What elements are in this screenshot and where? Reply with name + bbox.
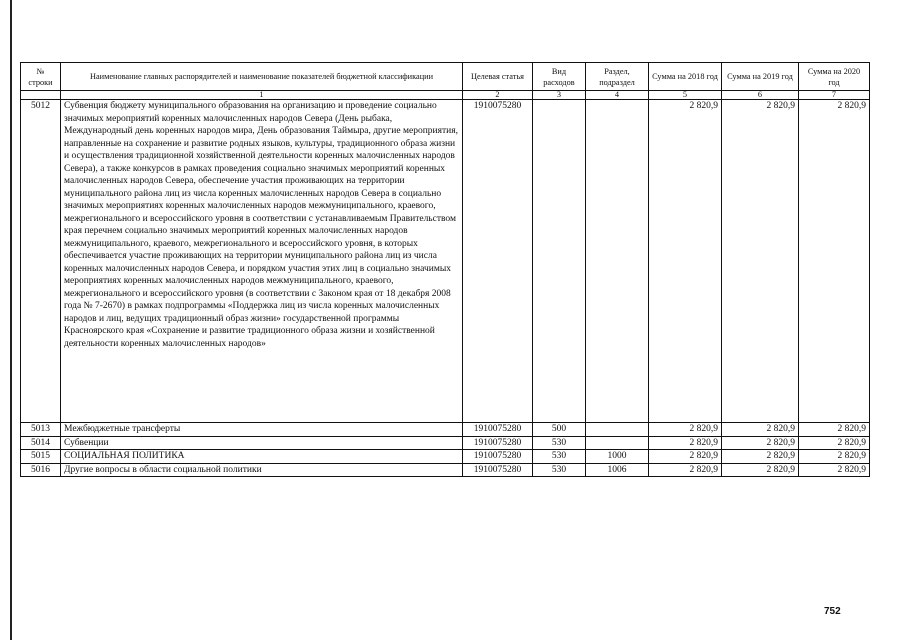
- budget-table: [20, 62, 870, 477]
- row-sum-2018: 2 820,9: [649, 436, 722, 450]
- row-number: 5015: [21, 450, 61, 464]
- row-expense-type: 530: [533, 450, 586, 464]
- row-sum-2019: 2 820,9: [722, 450, 799, 464]
- header-sum-2020: Сумма на 2020 год: [799, 63, 870, 91]
- header-expense-type: Вид расходов: [533, 63, 586, 91]
- row-number: 5014: [21, 436, 61, 450]
- column-number: 6: [722, 91, 799, 100]
- row-target: 1910075280: [463, 423, 533, 437]
- table-row: [21, 423, 870, 437]
- row-name: Субвенция бюджету муниципального образования на организацию и проведение социально значимых мероприятий коренных малочисленных народов Севера (День рыбака, Международный день коренных народов мира, День образования Таймыра, другие мероприятия, направленные на сохранение и развитие родных языков, культуры, традиционного образа жизни и осуществления традиционной хозяйственной деятельности коренных малочисленных народов Севера), а также конкурсов в рамках проведения социально значимых мероприятий коренных малочисленных народов Севера, обеспечение участия проживающих на территории муниципального района лиц из числа коренных малочисленных народов Севера в социально значимых мероприятиях коренных малочисленных народов межмуниципального, краевого, межрегионального и всероссийского уровня в соответствии с устанавливаемым Правительством края перечнем социально значимых мероприятий коренных малочисленных народов межмуниципального, краевого, межрегионального и всероссийского уровня, в которых обеспечивается участие проживающих на территории муниципального района лиц из числа коренных малочисленных народов Севера, и порядком участия этих лиц в социально значимых мероприятиях коренных малочисленных народов межмуниципального, краевого, межрегионального и всероссийского уровня (в соответствии с Законом края от 18 декабря 2008 года № 7-2670) в рамках подпрограммы «Поддержка лиц из числа коренных малочисленных народов и лиц, ведущих традиционный образ жизни» государственной программы Красноярского края «Сохранение и развитие традиционного образа жизни и хозяйственной деятельности коренных малочисленных народов»: [61, 100, 463, 423]
- row-sum-2020: 2 820,9: [799, 463, 870, 477]
- column-number: 4: [586, 91, 649, 100]
- row-expense-type: 530: [533, 463, 586, 477]
- header-target: Целевая статья: [463, 63, 533, 91]
- table-row: [21, 100, 870, 423]
- header-sum-2018: Сумма на 2018 год: [649, 63, 722, 91]
- column-number: 7: [799, 91, 870, 100]
- left-margin-rule: [10, 0, 12, 640]
- header-row-no: № строки: [21, 63, 61, 91]
- column-number: 5: [649, 91, 722, 100]
- header-section: Раздел, подраздел: [586, 63, 649, 91]
- row-sum-2018: 2 820,9: [649, 100, 722, 423]
- row-name: Субвенции: [61, 436, 463, 450]
- row-number: 5012: [21, 100, 61, 423]
- row-sum-2018: 2 820,9: [649, 423, 722, 437]
- column-number: [21, 91, 61, 100]
- row-name: Другие вопросы в области социальной политики: [61, 463, 463, 477]
- row-section: [586, 436, 649, 450]
- column-number: 2: [463, 91, 533, 100]
- header-sum-2019: Сумма на 2019 год: [722, 63, 799, 91]
- row-target: 1910075280: [463, 463, 533, 477]
- row-number: 5016: [21, 463, 61, 477]
- row-sum-2019: 2 820,9: [722, 423, 799, 437]
- row-target: 1910075280: [463, 450, 533, 464]
- row-expense-type: [533, 100, 586, 423]
- row-sum-2020: 2 820,9: [799, 450, 870, 464]
- header-name: Наименование главных распорядителей и наименование показателей бюджетной классификации: [61, 63, 463, 91]
- table-row: [21, 463, 870, 477]
- row-sum-2020: 2 820,9: [799, 436, 870, 450]
- column-number: 1: [61, 91, 463, 100]
- row-section: 1000: [586, 450, 649, 464]
- header-row: [21, 63, 870, 91]
- row-number: 5013: [21, 423, 61, 437]
- row-sum-2018: 2 820,9: [649, 450, 722, 464]
- row-name: Межбюджетные трансферты: [61, 423, 463, 437]
- row-sum-2020: 2 820,9: [799, 100, 870, 423]
- table-row: [21, 436, 870, 450]
- row-name: СОЦИАЛЬНАЯ ПОЛИТИКА: [61, 450, 463, 464]
- column-number-row: [21, 91, 870, 100]
- row-sum-2020: 2 820,9: [799, 423, 870, 437]
- row-sum-2018: 2 820,9: [649, 463, 722, 477]
- row-section: [586, 100, 649, 423]
- row-target: 1910075280: [463, 100, 533, 423]
- column-number: 3: [533, 91, 586, 100]
- row-sum-2019: 2 820,9: [722, 436, 799, 450]
- row-sum-2019: 2 820,9: [722, 463, 799, 477]
- row-sum-2019: 2 820,9: [722, 100, 799, 423]
- page-number: 752: [824, 606, 841, 617]
- row-target: 1910075280: [463, 436, 533, 450]
- row-section: [586, 423, 649, 437]
- row-expense-type: 500: [533, 423, 586, 437]
- row-section: 1006: [586, 463, 649, 477]
- row-expense-type: 530: [533, 436, 586, 450]
- table-row: [21, 450, 870, 464]
